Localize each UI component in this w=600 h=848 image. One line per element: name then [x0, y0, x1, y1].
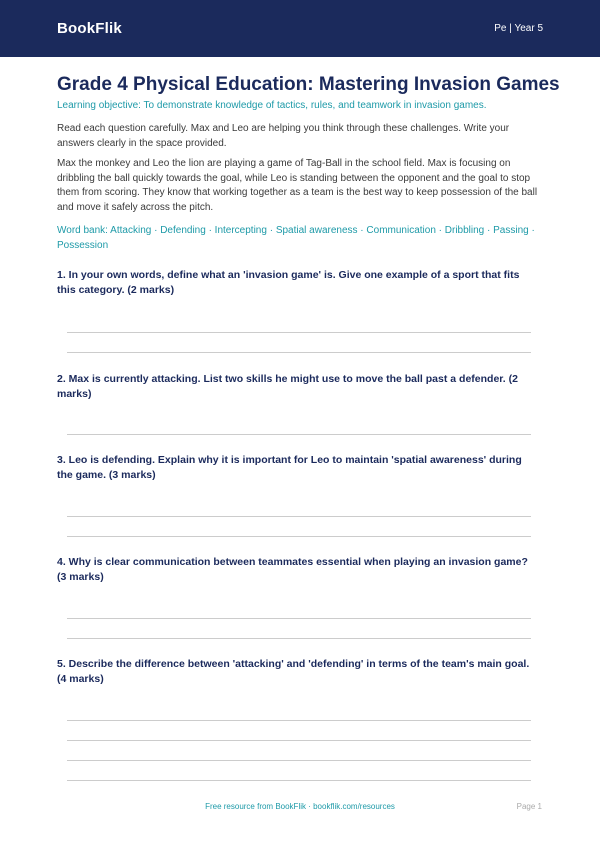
brand-logo-text: BookFlik [57, 20, 122, 37]
answer-line[interactable] [67, 352, 531, 353]
answer-line[interactable] [67, 332, 531, 333]
answer-line[interactable] [67, 760, 531, 761]
word-bank: Word bank: Attacking · Defending · Intercepting · Spatial awareness · Communication · Dribbling · Passing · Possession [57, 225, 535, 251]
answer-line[interactable] [67, 638, 531, 639]
page-number: Page 1 [516, 802, 542, 811]
answer-line[interactable] [67, 516, 531, 517]
question-2: 2. Max is currently attacking. List two skills he might use to move the ball past a defender. (2 marks) [57, 373, 518, 401]
subject-year-label: Pe | Year 5 [494, 23, 543, 34]
question-5: 5. Describe the difference between 'attacking' and 'defending' in terms of the team's main goal. (4 marks) [57, 658, 530, 686]
intro-paragraph: Read each question carefully. Max and Leo are helping you think through these challenges. Write your answers clearly in the space provided. [57, 123, 510, 149]
page-header [0, 0, 600, 57]
answer-line[interactable] [67, 434, 531, 435]
learning-objective: Learning objective: To demonstrate knowledge of tactics, rules, and teamwork in invasion games. [57, 100, 487, 111]
answer-line[interactable] [67, 536, 531, 537]
question-4: 4. Why is clear communication between teammates essential when playing an invasion game? (3 marks) [57, 556, 528, 584]
question-3: 3. Leo is defending. Explain why it is important for Leo to maintain 'spatial awareness' during the game. (3 marks) [57, 454, 522, 482]
answer-line[interactable] [67, 618, 531, 619]
question-1: 1. In your own words, define what an 'invasion game' is. Give one example of a sport that fits this category. (2 marks) [57, 269, 520, 297]
answer-line[interactable] [67, 740, 531, 741]
answer-line[interactable] [67, 780, 531, 781]
footer-source: Free resource from BookFlik · bookflik.com/resources [205, 802, 395, 811]
page-title: Grade 4 Physical Education: Mastering Invasion Games [57, 74, 560, 95]
answer-line[interactable] [67, 720, 531, 721]
story-paragraph: Max the monkey and Leo the lion are playing a game of Tag-Ball in the school field. Max is focusing on dribbling the ball quickly towards the goal, while Leo is standing between the opponent and the goal to stop them from scoring. They know that working together as a team is the best way to keep possession of the ball and move it safely across the pitch. [57, 158, 538, 213]
